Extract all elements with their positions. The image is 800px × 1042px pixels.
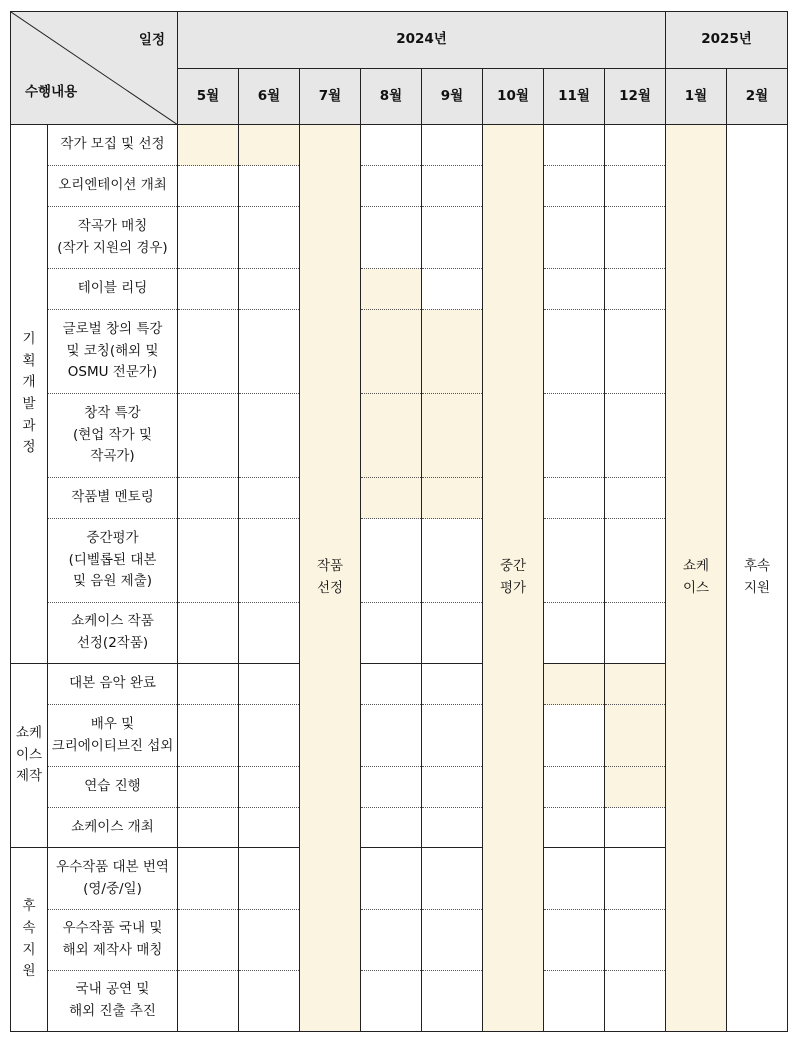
schedule-cell xyxy=(178,971,239,1032)
schedule-cell xyxy=(422,848,483,910)
schedule-cell xyxy=(544,910,605,971)
section-label-char: 쇼케 xyxy=(15,725,43,742)
schedule-cell xyxy=(239,971,300,1032)
schedule-cell xyxy=(239,705,300,767)
section-label-char: 후 xyxy=(22,898,36,915)
schedule-cell xyxy=(544,848,605,910)
section-label xyxy=(11,848,48,1032)
schedule-cell xyxy=(605,664,666,705)
schedule-cell xyxy=(544,519,605,603)
schedule-cell xyxy=(422,705,483,767)
month-header: 12월 xyxy=(605,69,666,125)
schedule-cell xyxy=(422,478,483,519)
schedule-cell xyxy=(239,310,300,394)
schedule-cell xyxy=(544,767,605,808)
schedule-cell xyxy=(544,603,605,664)
section-label-char: 획 xyxy=(22,352,36,369)
section-label-char: 제작 xyxy=(15,768,43,785)
task-label: 쇼케이스 작품 선정(2작품) xyxy=(48,603,178,664)
schedule-cell xyxy=(544,207,605,269)
year-2024-header: 2024년 xyxy=(178,12,666,69)
schedule-cell xyxy=(178,664,239,705)
schedule-cell xyxy=(178,603,239,664)
schedule-cell xyxy=(239,519,300,603)
schedule-cell xyxy=(361,664,422,705)
schedule-cell xyxy=(544,125,605,166)
task-label: 작품별 멘토링 xyxy=(48,478,178,519)
schedule-cell xyxy=(178,310,239,394)
merged-jul-cell: 작품 선정 xyxy=(300,125,361,1032)
task-label: 연습 진행 xyxy=(48,767,178,808)
schedule-cell xyxy=(239,767,300,808)
schedule-cell xyxy=(178,125,239,166)
month-header: 8월 xyxy=(361,69,422,125)
schedule-cell xyxy=(178,848,239,910)
schedule-cell xyxy=(422,207,483,269)
schedule-cell xyxy=(361,808,422,848)
schedule-cell xyxy=(361,910,422,971)
schedule-cell xyxy=(422,394,483,478)
schedule-cell xyxy=(605,478,666,519)
schedule-cell xyxy=(544,478,605,519)
schedule-cell xyxy=(605,767,666,808)
schedule-cell xyxy=(422,808,483,848)
schedule-cell xyxy=(422,310,483,394)
schedule-cell xyxy=(178,519,239,603)
schedule-cell xyxy=(239,125,300,166)
schedule-cell xyxy=(361,125,422,166)
schedule-cell xyxy=(544,394,605,478)
schedule-cell xyxy=(239,848,300,910)
section-label-char: 정 xyxy=(22,439,36,456)
section-label xyxy=(11,664,48,848)
schedule-cell xyxy=(239,478,300,519)
diagonal-divider xyxy=(11,12,178,125)
schedule-cell xyxy=(605,848,666,910)
month-header: 10월 xyxy=(483,69,544,125)
section-label-char: 이스 xyxy=(15,746,43,763)
schedule-cell xyxy=(178,910,239,971)
schedule-cell xyxy=(361,394,422,478)
schedule-cell xyxy=(544,166,605,207)
task-label: 우수작품 국내 및 해외 제작사 매칭 xyxy=(48,910,178,971)
content-label: 수행내용 xyxy=(25,84,78,101)
month-header: 7월 xyxy=(300,69,361,125)
schedule-cell xyxy=(605,269,666,310)
task-label: 쇼케이스 개최 xyxy=(48,808,178,848)
month-header: 9월 xyxy=(422,69,483,125)
schedule-cell xyxy=(422,519,483,603)
schedule-cell xyxy=(544,971,605,1032)
schedule-cell xyxy=(178,269,239,310)
task-label: 작가 모집 및 선정 xyxy=(48,125,178,166)
task-label: 중간평가 (디벨롭된 대본 및 음원 제출) xyxy=(48,519,178,603)
task-label: 대본 음악 완료 xyxy=(48,664,178,705)
schedule-cell xyxy=(544,310,605,394)
section-label-stack xyxy=(11,329,47,459)
schedule-cell xyxy=(544,664,605,705)
schedule-table-wrapper xyxy=(10,11,788,1032)
schedule-cell xyxy=(605,519,666,603)
schedule-cell xyxy=(178,394,239,478)
schedule-cell xyxy=(361,166,422,207)
task-label: 우수작품 대본 번역 (영/중/일) xyxy=(48,848,178,910)
section-label-stack xyxy=(11,896,47,982)
schedule-cell xyxy=(361,603,422,664)
schedule-cell xyxy=(178,478,239,519)
merged-oct-cell: 중간 평가 xyxy=(483,125,544,1032)
schedule-cell xyxy=(422,166,483,207)
schedule-cell xyxy=(422,603,483,664)
schedule-cell xyxy=(422,125,483,166)
schedule-cell xyxy=(361,207,422,269)
merged-jan-cell: 쇼케 이스 xyxy=(666,125,727,1032)
task-label: 국내 공연 및 해외 진출 추진 xyxy=(48,971,178,1032)
month-header: 2월 xyxy=(727,69,788,125)
task-label: 창작 특강 (현업 작가 및 작곡가) xyxy=(48,394,178,478)
schedule-cell xyxy=(178,207,239,269)
schedule-cell xyxy=(361,705,422,767)
section-label-char: 발 xyxy=(22,396,36,412)
schedule-cell xyxy=(361,478,422,519)
schedule-cell xyxy=(239,166,300,207)
month-header: 6월 xyxy=(239,69,300,125)
schedule-cell xyxy=(422,971,483,1032)
month-header: 5월 xyxy=(178,69,239,125)
schedule-cell xyxy=(605,166,666,207)
schedule-cell xyxy=(361,310,422,394)
schedule-cell xyxy=(605,808,666,848)
schedule-cell xyxy=(239,808,300,848)
schedule-cell xyxy=(605,910,666,971)
task-label: 오리엔테이션 개최 xyxy=(48,166,178,207)
schedule-cell xyxy=(178,166,239,207)
schedule-cell xyxy=(178,705,239,767)
year-2025-header: 2025년 xyxy=(666,12,788,69)
schedule-cell xyxy=(544,269,605,310)
section-label-char: 원 xyxy=(22,963,36,980)
section-label-char: 과 xyxy=(22,417,36,434)
section-label-char: 속 xyxy=(22,919,36,936)
schedule-cell xyxy=(605,125,666,166)
schedule-cell xyxy=(361,519,422,603)
schedule-cell xyxy=(178,808,239,848)
schedule-label: 일정 xyxy=(138,32,165,48)
schedule-cell xyxy=(239,394,300,478)
section-label-char: 지 xyxy=(22,941,36,958)
schedule-cell xyxy=(605,394,666,478)
schedule-cell xyxy=(544,808,605,848)
schedule-cell xyxy=(178,767,239,808)
schedule-cell xyxy=(361,971,422,1032)
schedule-cell xyxy=(422,910,483,971)
schedule-cell xyxy=(239,664,300,705)
schedule-cell xyxy=(422,767,483,808)
schedule-cell xyxy=(605,971,666,1032)
header-diagonal-cell xyxy=(11,12,178,125)
section-label-char: 개 xyxy=(22,374,36,391)
schedule-cell xyxy=(422,269,483,310)
section-label-char: 기 xyxy=(22,331,36,348)
schedule-cell xyxy=(361,767,422,808)
schedule-table xyxy=(10,11,788,1032)
task-label: 배우 및 크리에이티브진 섭외 xyxy=(48,705,178,767)
schedule-cell xyxy=(239,910,300,971)
schedule-cell xyxy=(605,603,666,664)
schedule-cell xyxy=(544,705,605,767)
section-label-stack xyxy=(11,723,47,788)
schedule-cell xyxy=(239,603,300,664)
task-label: 글로벌 창의 특강 및 코칭(해외 및 OSMU 전문가) xyxy=(48,310,178,394)
schedule-cell xyxy=(239,269,300,310)
schedule-cell xyxy=(605,310,666,394)
schedule-cell xyxy=(605,207,666,269)
schedule-cell xyxy=(361,848,422,910)
task-label: 테이블 리딩 xyxy=(48,269,178,310)
task-label: 작곡가 매칭 (작가 지원의 경우) xyxy=(48,207,178,269)
schedule-cell xyxy=(422,664,483,705)
schedule-cell xyxy=(605,705,666,767)
section-label xyxy=(11,125,48,664)
merged-feb-cell: 후속 지원 xyxy=(727,125,788,1032)
month-header: 11월 xyxy=(544,69,605,125)
month-header: 1월 xyxy=(666,69,727,125)
schedule-cell xyxy=(361,269,422,310)
schedule-cell xyxy=(239,207,300,269)
